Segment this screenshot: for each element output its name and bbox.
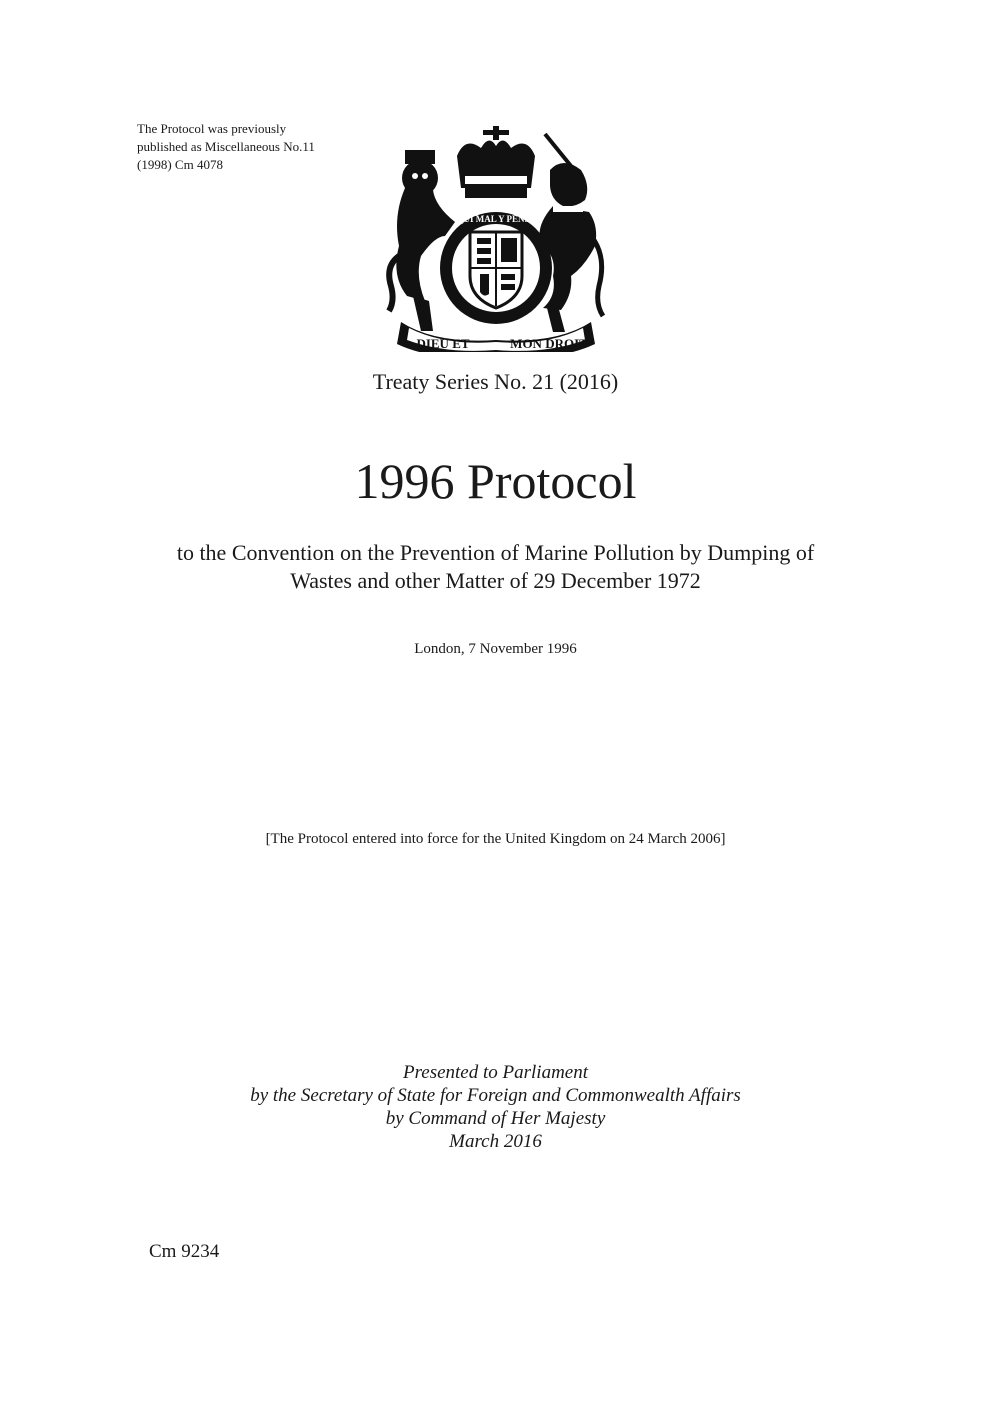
presentation-line: Presented to Parliament: [402, 1062, 589, 1083]
crest-garter-text: QUI MAL Y PENSE: [456, 214, 536, 224]
presentation-statement: [0, 1061, 991, 1153]
command-number: Cm 9234: [149, 1241, 220, 1262]
subtitle: [0, 539, 991, 595]
treaty-series-number: Treaty Series No. 21 (2016): [372, 369, 619, 394]
crest-motto-left: DIEU ET: [416, 336, 470, 351]
subtitle-line: Wastes and other Matter of 29 December 1972: [290, 568, 701, 593]
previous-publication-line: The Protocol was previously: [137, 121, 287, 136]
crest-motto-right: MON DROIT: [510, 336, 588, 351]
previous-publication-line: published as Miscellaneous No.11: [137, 139, 315, 154]
previous-publication-note: [137, 120, 367, 174]
place-and-date: London, 7 November 1996: [414, 641, 577, 657]
presentation-line: by the Secretary of State for Foreign and Commonwealth Affairs: [250, 1085, 741, 1106]
subtitle-line: to the Convention on the Prevention of Marine Pollution by Dumping of: [176, 540, 815, 565]
royal-coat-of-arms-icon: [385, 126, 607, 352]
page-title: 1996 Protocol: [354, 453, 637, 509]
presentation-line: by Command of Her Majesty: [385, 1108, 606, 1129]
previous-publication-line: (1998) Cm 4078: [137, 157, 223, 172]
presentation-line: March 2016: [449, 1131, 542, 1152]
entry-into-force-note: [The Protocol entered into force for the United Kingdom on 24 March 2006]: [265, 831, 726, 847]
